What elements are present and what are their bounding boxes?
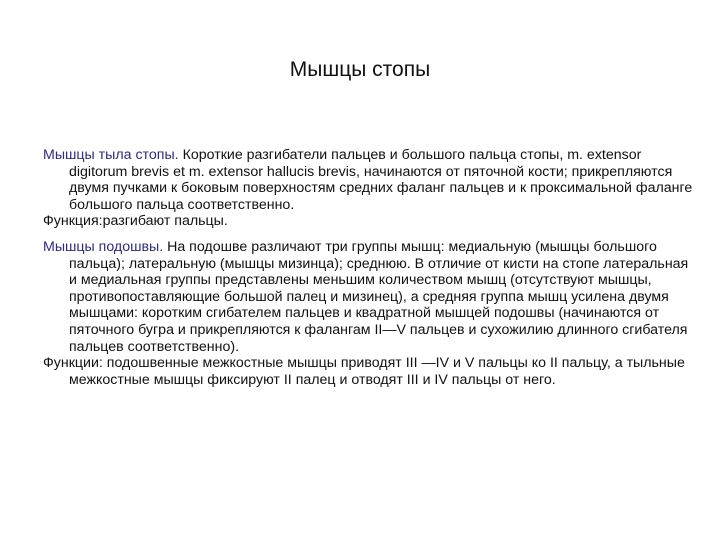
spacer: [43, 230, 693, 239]
plantar-muscles-heading: Мышцы подошвы.: [43, 238, 164, 255]
plantar-function-paragraph: Функции: подошвенные межкостные мышцы приводят III —IV и V пальцы ко II пальцу, а тыльные межкостные мышцы фиксируют II палец и отводят III и IV пальцы от него.: [43, 355, 685, 388]
dorsal-muscles-text: Короткие разгибатели пальцев и большого пальца стопы, m. extensor digitorum brevis et m. extensor hallucis brevis, начинаются от пяточной кости; прикрепляются двумя пучками к боковым поверхностям средних фаланг пальцев и к проксимальной фаланге большого пальца соответственно.: [69, 147, 693, 213]
slide-body: [43, 147, 693, 388]
dorsal-function-paragraph: Функция:разгибают пальцы.: [43, 213, 228, 230]
plantar-muscles-text: На подошве различают три группы мышц: медиальную (мышцы большого пальца); латеральную (мышцы мизинца); среднюю. В отличие от кисти на стопе латеральная и медиальная группы представлены меньшим количеством мышц (отсутствуют мышцы, противопоставляющие большой палец и мизинец), а средняя группа мышц усилена двумя мышцами: коротким сгибателем пальцев и квадратной мышцей подошвы (начинаются от пяточного бугра и прикрепляются к фалангам II—V пальцев и сухожилию длинного сгибателя пальцев соответственно).: [69, 238, 689, 355]
slide-title: Мышцы стопы: [289, 58, 431, 81]
plantar-muscles-paragraph: [43, 239, 693, 355]
dorsal-muscles-heading: Мышцы тыла стопы.: [43, 147, 179, 163]
dorsal-muscles-paragraph: [43, 147, 693, 213]
